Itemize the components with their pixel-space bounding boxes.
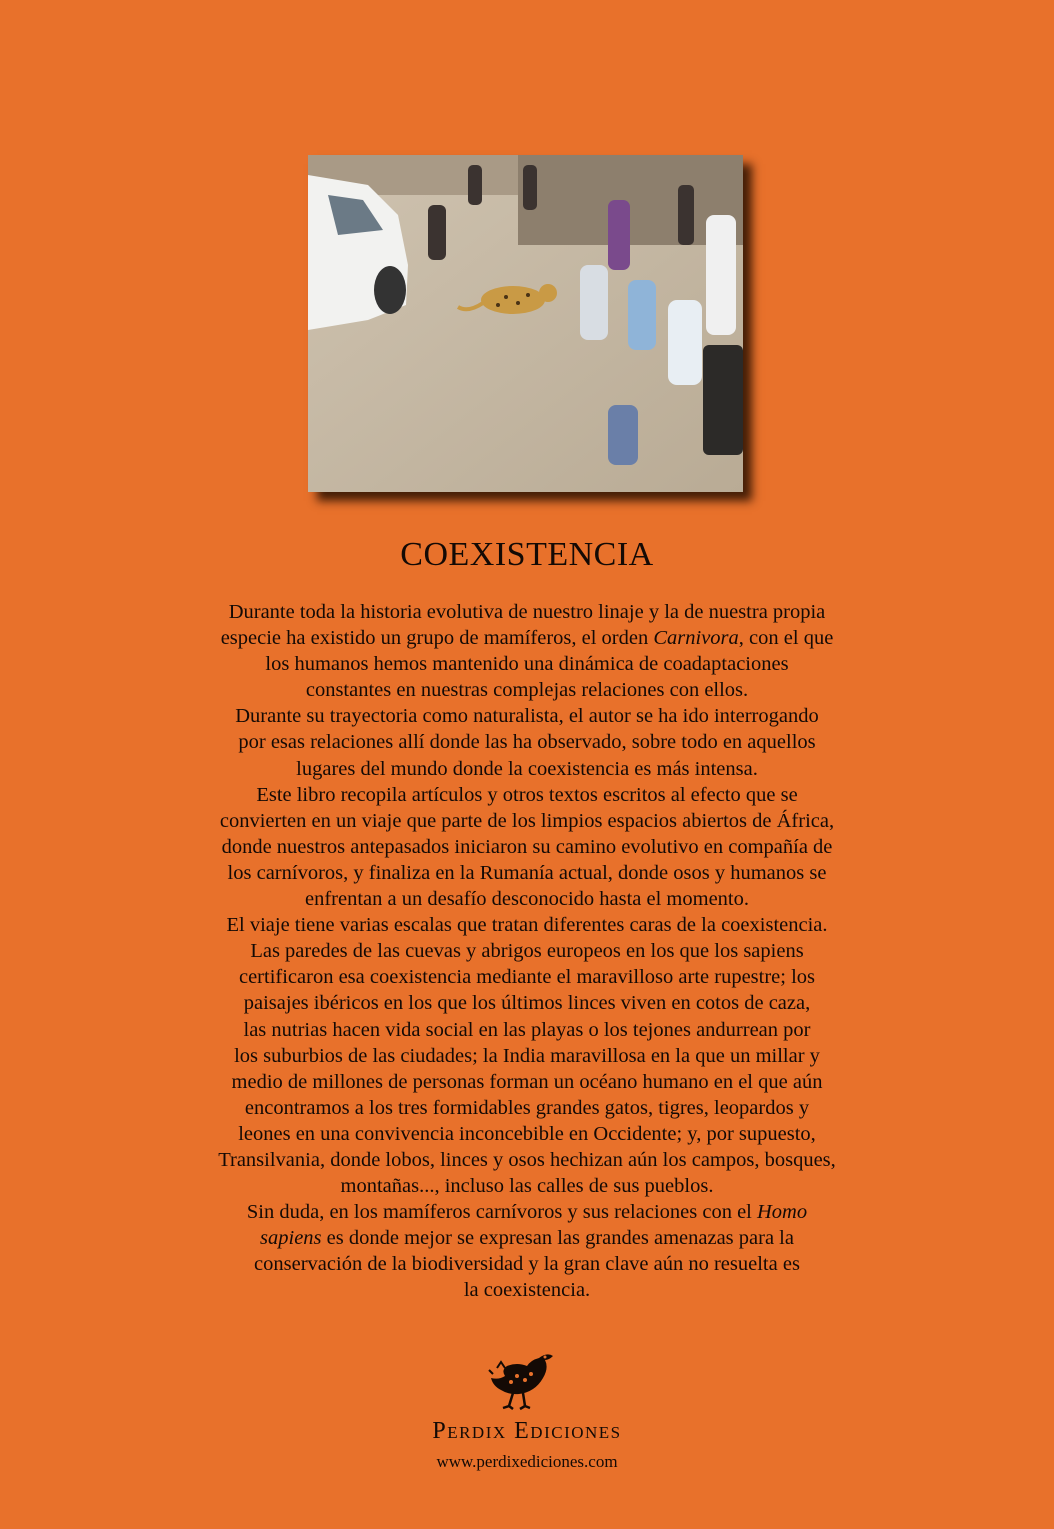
leopard-street-photo	[308, 155, 743, 492]
blurb-text-run: Transilvania, donde lobos, linces y osos hechizan aún los campos, bosques,	[218, 1148, 836, 1171]
blurb-line	[140, 782, 914, 808]
blurb-text-run: Las paredes de las cuevas y abrigos europeos en los que los sapiens	[250, 940, 804, 963]
blurb-text-run: lugares del mundo donde la coexistencia es más intensa.	[296, 757, 758, 780]
blurb-line	[140, 625, 914, 651]
blurb-line	[140, 990, 914, 1016]
blurb-text-run: El viaje tiene varias escalas que tratan diferentes caras de la coexistencia.	[226, 914, 828, 937]
blurb-italic-run: Carnivora	[653, 627, 739, 650]
blurb-text-run: los carnívoros, y finaliza en la Rumanía actual, donde osos y humanos se	[227, 861, 827, 884]
blurb-line	[140, 1277, 914, 1303]
blurb-line	[140, 1069, 914, 1095]
blurb-text-run: donde nuestros antepasados iniciaron su camino evolutivo en compañía de	[221, 835, 833, 858]
blurb-line	[140, 938, 914, 964]
blurb-italic-run: Homo	[757, 1201, 808, 1224]
blurb-italic-run: sapiens	[260, 1227, 322, 1250]
publisher-name: Perdix Ediciones	[432, 1418, 622, 1444]
blurb-line	[140, 703, 914, 729]
blurb-paragraph	[140, 912, 914, 1199]
blurb-paragraph	[140, 782, 914, 912]
blurb-text-run: leones en una convivencia inconcebible en Occidente; y, por supuesto,	[238, 1122, 816, 1145]
blurb-text-run: paisajes ibéricos en los que los últimos linces viven en cotos de caza,	[243, 992, 811, 1015]
blurb-line	[140, 1173, 914, 1199]
book-title: COEXISTENCIA	[400, 536, 654, 573]
blurb-paragraph	[140, 703, 914, 781]
blurb-line	[140, 1225, 914, 1251]
blurb-text-run: encontramos a los tres formidables grandes gatos, tigres, leopardos y	[244, 1096, 810, 1119]
blurb-text-run: Durante toda la historia evolutiva de nuestro linaje y la de nuestra propia	[228, 601, 826, 623]
blurb-line	[140, 1147, 914, 1173]
back-cover-blurb	[140, 599, 914, 1304]
blurb-text-run: montañas..., incluso las calles de sus pueblos.	[340, 1175, 714, 1198]
blurb-line	[140, 886, 914, 912]
blurb-text-run: las nutrias hacen vida social en las playas o los tejones andurrean por	[243, 1018, 811, 1041]
blurb-line	[140, 964, 914, 990]
blurb-line	[140, 729, 914, 755]
blurb-line	[140, 1199, 914, 1225]
blurb-text-run: constantes en nuestras complejas relaciones con ellos.	[305, 679, 749, 702]
blurb-line	[140, 834, 914, 860]
blurb-paragraph	[140, 1199, 914, 1303]
blurb-text-run: conservación de la biodiversidad y la gran clave aún no resuelta es	[254, 1253, 800, 1276]
blurb-line	[140, 1043, 914, 1069]
blurb-paragraph	[140, 599, 914, 703]
blurb-line	[140, 1121, 914, 1147]
blurb-text-run: certificaron esa coexistencia mediante el maravilloso arte rupestre; los	[238, 966, 816, 989]
blurb-line	[140, 1251, 914, 1277]
blurb-text-run: convierten en un viaje que parte de los limpios espacios abiertos de África,	[219, 809, 835, 832]
blurb-line	[140, 599, 914, 625]
blurb-line	[140, 912, 914, 938]
blurb-line	[140, 1017, 914, 1043]
blurb-text-run: , con el que	[738, 627, 834, 650]
blurb-text-run: por esas relaciones allí donde las ha observado, sobre todo en aquellos	[238, 731, 816, 754]
blurb-text-run: los humanos hemos mantenido una dinámica de coadaptaciones	[265, 653, 789, 676]
blurb-text-run: los suburbios de las ciudades; la India maravillosa en la que un millar y	[234, 1044, 820, 1067]
blurb-text-run: medio de millones de personas forman un océano humano en el que aún	[231, 1070, 823, 1093]
blurb-line	[140, 860, 914, 886]
blurb-line	[140, 808, 914, 834]
blurb-line	[140, 1095, 914, 1121]
blurb-line	[140, 756, 914, 782]
blurb-text-run: la coexistencia.	[463, 1279, 591, 1302]
perdix-partridge-logo-icon	[487, 1348, 557, 1412]
blurb-text-run: especie ha existido un grupo de mamíferos, el orden	[220, 627, 654, 650]
blurb-text-run: Este libro recopila artículos y otros textos escritos al efecto que se	[256, 783, 798, 806]
blurb-text-run: Sin duda, en los mamíferos carnívoros y sus relaciones con el	[246, 1201, 757, 1224]
blurb-line	[140, 677, 914, 703]
publisher-website: www.perdixediciones.com	[436, 1452, 618, 1471]
blurb-line	[140, 651, 914, 677]
cover-photo	[308, 155, 743, 492]
blurb-text-run: es donde mejor se expresan las grandes amenazas para la	[321, 1227, 794, 1250]
blurb-text-run: Durante su trayectoria como naturalista, el autor se ha ido interrogando	[235, 705, 819, 728]
blurb-text-run: enfrentan a un desafío desconocido hasta el momento.	[304, 888, 749, 911]
